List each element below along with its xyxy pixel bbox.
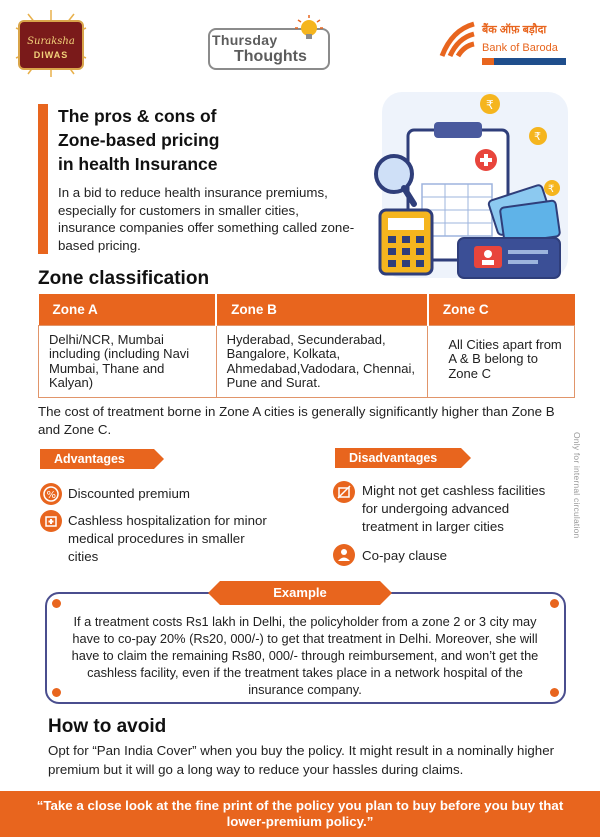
thursday-text: Thursday [212,32,278,48]
advantage-item: Cashless hospitalization for minor medical procedures in smaller cities [68,513,267,564]
suraksha-diwas-badge [18,20,84,70]
corner-dot [550,688,559,697]
co-pay-icon [333,544,355,566]
example-label: Example [220,581,380,605]
how-to-avoid-heading: How to avoid [48,716,167,737]
no-hospital-icon [333,481,355,503]
zone-a-header: Zone A [39,294,217,325]
lightbulb-icon [294,14,324,40]
disadvantages-label: Disadvantages [335,448,461,468]
how-to-avoid-text: Opt for “Pan India Cover” when you buy the policy. It might result in a nominally higher premium but it will go a long way to reduce your hassles during claims. [48,743,555,777]
zone-classification-heading: Zone classification [38,268,210,289]
insurance-illustration [352,92,572,282]
intro-paragraph: In a bid to reduce health insurance premiums, especially for customers in smaller cities, insurance companies offer something called zone-based pricing. [58,185,355,253]
bank-of-baroda-logo [438,18,588,72]
diwas-text: DIWAS [33,50,69,60]
corner-dot [52,688,61,697]
bank-strip [482,58,566,65]
suraksha-diwas-logo [14,8,88,78]
thoughts-text: Thoughts [234,48,307,65]
cost-note: The cost of treatment borne in Zone A cities is generally significantly higher than Zone B and Zone C. [38,404,555,437]
zone-b-cities: Hyderabad, Secunderabad, Bangalore, Kolkata, Ahmedabad,Vadodara, Chennai, Pune and Surat. [216,325,428,397]
zone-c-cities: All Cities apart from A & B belong to Zone C [428,325,575,397]
svg-text:₹: ₹ [548,184,555,195]
corner-dot [52,599,61,608]
advantages-label: Advantages [40,449,154,469]
wallet-icon [458,238,560,278]
disadvantage-item: Co-pay clause [362,548,447,563]
svg-text:%: % [46,490,57,501]
svg-text:₹: ₹ [486,98,494,112]
table-row [39,325,575,397]
zone-c-header: Zone C [428,294,575,325]
corner-dot [550,599,559,608]
footer-quote: “Take a close look at the fine print of the policy you plan to buy before you buy that lower-premium policy.” [36,798,564,829]
zone-b-header: Zone B [216,294,428,325]
thursday-thoughts-logo [208,10,332,66]
page-title: The pros & cons of Zone-based pricing in health Insurance [58,106,220,174]
svg-text:₹: ₹ [534,130,541,143]
percent-tag-icon [40,483,62,505]
title-accent-bar [38,104,48,254]
bank-hindi-name: बैंक ऑफ़ बड़ौदा [482,24,547,36]
header [0,0,600,88]
internal-circulation-note: Only for internal circulation [572,432,582,539]
hospital-icon [40,510,62,532]
suraksha-text: Suraksha [27,36,75,47]
example-text: If a treatment costs Rs1 lakh in Delhi, the policyholder from a zone 2 or 3 city may have to co-pay 20% (Rs20, 000/-) to get that treatment in Delhi. Moreover, she will have to claim the remaining Rs80, 000/- through reimbursement, and won’t get the cashless facility, even if the treatment takes place in a network hospital of the insurance company. [71,614,539,697]
zone-table [38,294,575,398]
disadvantage-item: Might not get cashless facilities for undergoing advanced treatment in larger cities [362,483,546,534]
bank-name: Bank of Baroda [482,42,558,54]
zone-a-cities: Delhi/NCR, Mumbai including (including Navi Mumbai, Thane and Kalyan) [39,325,217,397]
advantage-item: Discounted premium [68,486,190,501]
baroda-sun-icon [438,20,478,60]
